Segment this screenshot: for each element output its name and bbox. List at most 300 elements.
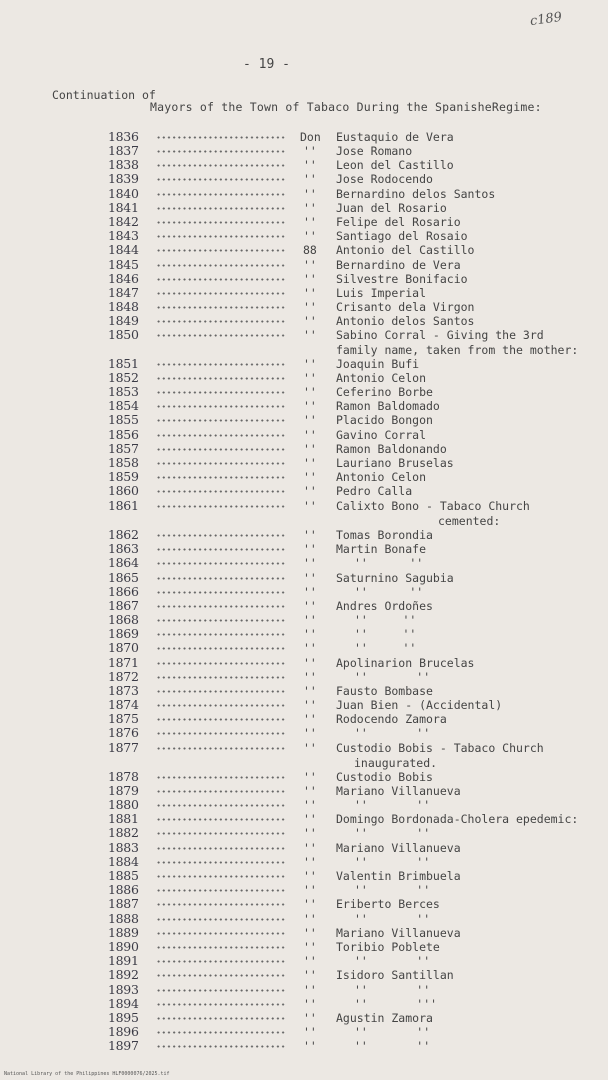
- title-cell: '': [303, 272, 317, 286]
- dot-leader: [156, 235, 286, 238]
- dot-leader: [156, 946, 286, 949]
- title-cell: '': [303, 144, 317, 158]
- year-cell: 1896: [108, 1024, 139, 1039]
- title-cell: '': [303, 229, 317, 243]
- table-row: [0, 357, 608, 371]
- title-cell: '': [303, 314, 317, 328]
- dot-leader: [156, 178, 286, 181]
- title-cell: '': [303, 883, 317, 897]
- year-cell: 1885: [108, 868, 139, 883]
- dot-leader: [156, 605, 286, 608]
- table-row: [0, 997, 608, 1011]
- ditto-marks: '' '': [354, 556, 424, 570]
- table-row: [0, 215, 608, 229]
- mayor-name: Crisanto dela Virgon: [336, 300, 475, 314]
- table-row: [0, 201, 608, 215]
- mayor-name: Luis Imperial: [336, 286, 427, 300]
- mayor-name: Eustaquio de Vera: [336, 130, 454, 144]
- year-cell: 1867: [108, 598, 139, 613]
- table-row: [0, 413, 608, 427]
- title-cell: '': [303, 926, 317, 940]
- mayor-name: Lauriano Bruselas: [336, 456, 454, 470]
- mayor-name: Calixto Bono - Tabaco Church: [336, 499, 530, 513]
- table-row: [0, 869, 608, 883]
- year-cell: 1837: [108, 143, 139, 158]
- title-cell: '': [303, 741, 317, 755]
- table-row: [0, 243, 608, 257]
- year-cell: 1874: [108, 697, 139, 712]
- ditto-marks: '' '': [354, 613, 417, 627]
- dot-leader: [156, 221, 286, 224]
- title-cell: '': [303, 656, 317, 670]
- title-cell: '': [303, 300, 317, 314]
- dot-leader: [156, 747, 286, 750]
- dot-leader: [156, 960, 286, 963]
- table-row: [0, 897, 608, 911]
- title-cell: '': [303, 670, 317, 684]
- mayor-name: Fausto Bombase: [336, 684, 433, 698]
- mayor-name: Antonio delos Santos: [336, 314, 475, 328]
- year-cell: 1883: [108, 840, 139, 855]
- title-cell: '': [303, 855, 317, 869]
- title-cell: 88: [303, 243, 317, 257]
- table-row: [0, 456, 608, 470]
- title-cell: '': [303, 812, 317, 826]
- mayor-name: Felipe del Rosario: [336, 215, 461, 229]
- table-row: [0, 826, 608, 840]
- table-row: [0, 556, 608, 570]
- dot-leader: [156, 633, 286, 636]
- table-row: [0, 912, 608, 926]
- mayor-name: Rodocendo Zamora: [336, 712, 447, 726]
- dot-leader: [156, 490, 286, 493]
- year-cell: 1872: [108, 669, 139, 684]
- mayor-name: Juan del Rosario: [336, 201, 447, 215]
- year-cell: 1858: [108, 455, 139, 470]
- dot-leader: [156, 278, 286, 281]
- mayor-name: Jose Romano: [336, 144, 413, 158]
- ditto-marks: '' '': [354, 627, 417, 641]
- table-row: [0, 528, 608, 542]
- dot-leader: [156, 249, 286, 252]
- title-cell: '': [303, 712, 317, 726]
- title-cell: '': [303, 599, 317, 613]
- mayor-name: Mariano Villanueva: [336, 784, 461, 798]
- dot-leader: [156, 1045, 286, 1048]
- table-row: [0, 968, 608, 982]
- title-cell: '': [303, 158, 317, 172]
- table-row: [0, 926, 608, 940]
- year-cell: 1861: [108, 498, 139, 513]
- year-cell: 1875: [108, 711, 139, 726]
- year-cell: 1847: [108, 285, 139, 300]
- title-cell: '': [303, 841, 317, 855]
- title-cell: '': [303, 201, 317, 215]
- mayor-name: Antonio Celon: [336, 371, 427, 385]
- title-cell: '': [303, 770, 317, 784]
- title-cell: '': [303, 784, 317, 798]
- title-cell: '': [303, 684, 317, 698]
- title-cell: '': [303, 983, 317, 997]
- handwritten-page-note: c189: [529, 9, 563, 30]
- dot-leader: [156, 462, 286, 465]
- title-cell: '': [303, 357, 317, 371]
- dot-leader: [156, 832, 286, 835]
- mayor-name: Mariano Villanueva: [336, 841, 461, 855]
- title-cell: '': [303, 456, 317, 470]
- heading-continuation: Continuation of: [52, 88, 156, 102]
- table-row: [0, 571, 608, 585]
- dot-leader: [156, 476, 286, 479]
- table-row: [0, 385, 608, 399]
- table-row: [0, 442, 608, 456]
- table-row: [0, 841, 608, 855]
- dot-leader: [156, 164, 286, 167]
- table-row: [0, 599, 608, 613]
- title-cell: '': [303, 954, 317, 968]
- dot-leader: [156, 207, 286, 210]
- year-cell: 1868: [108, 612, 139, 627]
- year-cell: 1884: [108, 854, 139, 869]
- table-row: [0, 712, 608, 726]
- dot-leader: [156, 264, 286, 267]
- table-row: [0, 613, 608, 627]
- year-cell: 1871: [108, 655, 139, 670]
- dot-leader: [156, 292, 286, 295]
- dot-leader: [156, 419, 286, 422]
- mayor-name: Gavino Corral: [336, 428, 427, 442]
- year-cell: 1863: [108, 541, 139, 556]
- mayor-name: Domingo Bordonada-Cholera epedemic:: [336, 812, 579, 826]
- ditto-marks: '' '': [354, 1039, 431, 1053]
- year-cell: 1894: [108, 996, 139, 1011]
- year-cell: 1840: [108, 186, 139, 201]
- dot-leader: [156, 334, 286, 337]
- title-cell: '': [303, 371, 317, 385]
- table-row: [0, 172, 608, 186]
- mayor-name: Ramon Baldomado: [336, 399, 440, 413]
- year-cell: 1839: [108, 171, 139, 186]
- title-cell: '': [303, 399, 317, 413]
- table-row: [0, 1025, 608, 1039]
- dot-leader: [156, 974, 286, 977]
- table-row: [0, 812, 608, 826]
- year-cell: 1860: [108, 483, 139, 498]
- title-cell: '': [303, 912, 317, 926]
- year-cell: 1849: [108, 313, 139, 328]
- mayor-name: Leon del Castillo: [336, 158, 454, 172]
- dot-leader: [156, 193, 286, 196]
- table-row: [0, 940, 608, 954]
- dot-leader: [156, 690, 286, 693]
- dot-leader: [156, 1031, 286, 1034]
- mayor-name: Antonio Celon: [336, 470, 427, 484]
- title-cell: '': [303, 997, 317, 1011]
- table-row: [0, 798, 608, 812]
- name-continuation: inaugurated.: [354, 756, 438, 770]
- mayor-name: Eriberto Berces: [336, 897, 440, 911]
- dot-leader: [156, 548, 286, 551]
- dot-leader: [156, 662, 286, 665]
- table-row: [0, 428, 608, 442]
- year-cell: 1870: [108, 640, 139, 655]
- mayor-name: Santiago del Rosaio: [336, 229, 468, 243]
- year-cell: 1869: [108, 626, 139, 641]
- mayor-name: Bernardino delos Santos: [336, 187, 496, 201]
- year-cell: 1864: [108, 555, 139, 570]
- dot-leader: [156, 790, 286, 793]
- title-cell: '': [303, 258, 317, 272]
- dot-leader: [156, 320, 286, 323]
- table-row: [0, 272, 608, 286]
- scan-footer: National Library of the Philippines HLF0000076/2025.tif: [4, 1071, 170, 1077]
- dot-leader: [156, 875, 286, 878]
- year-cell: 1843: [108, 228, 139, 243]
- table-row: [0, 498, 608, 528]
- year-cell: 1845: [108, 257, 139, 272]
- year-cell: 1859: [108, 469, 139, 484]
- year-cell: 1857: [108, 441, 139, 456]
- title-cell: '': [303, 385, 317, 399]
- title-cell: Don: [300, 130, 321, 144]
- dot-leader: [156, 889, 286, 892]
- table-row: [0, 670, 608, 684]
- title-cell: '': [303, 286, 317, 300]
- year-cell: 1886: [108, 882, 139, 897]
- title-cell: '': [303, 897, 317, 911]
- year-cell: 1876: [108, 725, 139, 740]
- table-row: [0, 229, 608, 243]
- mayor-name: Silvestre Bonifacio: [336, 272, 468, 286]
- table-row: [0, 954, 608, 968]
- dot-leader: [156, 847, 286, 850]
- title-cell: '': [303, 1039, 317, 1053]
- title-cell: '': [303, 1025, 317, 1039]
- ditto-marks: '' '': [354, 983, 431, 997]
- mayor-name: Ramon Baldonando: [336, 442, 447, 456]
- name-continuation: family name, taken from the mother:: [336, 343, 579, 357]
- table-row: [0, 258, 608, 272]
- year-cell: 1866: [108, 584, 139, 599]
- page-number: - 19 -: [243, 57, 290, 72]
- table-row: [0, 144, 608, 158]
- year-cell: 1881: [108, 811, 139, 826]
- mayor-name: Toribio Poblete: [336, 940, 440, 954]
- table-row: [0, 698, 608, 712]
- dot-leader: [156, 776, 286, 779]
- mayor-name: Isidoro Santillan: [336, 968, 454, 982]
- year-cell: 1853: [108, 384, 139, 399]
- ditto-marks: '' '': [354, 726, 431, 740]
- table-row: [0, 399, 608, 413]
- year-cell: 1897: [108, 1038, 139, 1053]
- mayor-name: Mariano Villanueva: [336, 926, 461, 940]
- dot-leader: [156, 647, 286, 650]
- ditto-marks: '' '': [354, 855, 431, 869]
- year-cell: 1862: [108, 527, 139, 542]
- ditto-marks: '' '': [354, 1025, 431, 1039]
- dot-leader: [156, 861, 286, 864]
- ditto-marks: '' '': [354, 826, 431, 840]
- title-cell: '': [303, 698, 317, 712]
- table-row: [0, 158, 608, 172]
- table-row: [0, 300, 608, 314]
- year-cell: 1892: [108, 967, 139, 982]
- dot-leader: [156, 534, 286, 537]
- ditto-marks: '' '': [354, 585, 424, 599]
- dot-leader: [156, 448, 286, 451]
- dot-leader: [156, 562, 286, 565]
- title-cell: '': [303, 470, 317, 484]
- mayor-name: Joaquin Bufi: [336, 357, 420, 371]
- ditto-marks: '' '': [354, 912, 431, 926]
- title-cell: '': [303, 627, 317, 641]
- year-cell: 1842: [108, 214, 139, 229]
- mayor-name: Placido Bongon: [336, 413, 433, 427]
- table-row: [0, 371, 608, 385]
- dot-leader: [156, 932, 286, 935]
- table-row: [0, 983, 608, 997]
- year-cell: 1880: [108, 797, 139, 812]
- mayor-name: Saturnino Sagubia: [336, 571, 454, 585]
- table-row: [0, 327, 608, 357]
- year-cell: 1882: [108, 825, 139, 840]
- dot-leader: [156, 150, 286, 153]
- year-cell: 1889: [108, 925, 139, 940]
- dot-leader: [156, 676, 286, 679]
- year-cell: 1865: [108, 570, 139, 585]
- mayor-name: Tomas Borondia: [336, 528, 433, 542]
- mayor-name: Custodio Bobis: [336, 770, 433, 784]
- title-cell: '': [303, 542, 317, 556]
- dot-leader: [156, 577, 286, 580]
- dot-leader: [156, 1003, 286, 1006]
- dot-leader: [156, 136, 286, 139]
- mayor-name: Sabino Corral - Giving the 3rd: [336, 328, 544, 342]
- ditto-marks: '' '': [354, 670, 431, 684]
- title-cell: '': [303, 641, 317, 655]
- title-cell: '': [303, 172, 317, 186]
- table-row: [0, 883, 608, 897]
- table-row: [0, 656, 608, 670]
- table-row: [0, 286, 608, 300]
- dot-leader: [156, 405, 286, 408]
- year-cell: 1855: [108, 412, 139, 427]
- mayor-name: Martin Bonafe: [336, 542, 427, 556]
- year-cell: 1895: [108, 1010, 139, 1025]
- year-cell: 1841: [108, 200, 139, 215]
- title-cell: '': [303, 798, 317, 812]
- dot-leader: [156, 591, 286, 594]
- title-cell: '': [303, 187, 317, 201]
- ditto-marks: '' ''': [354, 997, 438, 1011]
- title-cell: '': [303, 442, 317, 456]
- year-cell: 1888: [108, 911, 139, 926]
- table-row: [0, 585, 608, 599]
- dot-leader: [156, 505, 286, 508]
- year-cell: 1873: [108, 683, 139, 698]
- dot-leader: [156, 377, 286, 380]
- mayor-name: Apolinarion Brucelas: [336, 656, 475, 670]
- year-cell: 1852: [108, 370, 139, 385]
- year-cell: 1879: [108, 783, 139, 798]
- dot-leader: [156, 903, 286, 906]
- dot-leader: [156, 391, 286, 394]
- mayor-name: Antonio del Castillo: [336, 243, 475, 257]
- dot-leader: [156, 718, 286, 721]
- year-cell: 1891: [108, 953, 139, 968]
- ditto-marks: '' '': [354, 883, 431, 897]
- name-continuation: cemented:: [438, 514, 501, 528]
- dot-leader: [156, 434, 286, 437]
- dot-leader: [156, 818, 286, 821]
- heading-title: Mayors of the Town of Tabaco During the SpanisheRegime:: [150, 100, 542, 114]
- table-row: [0, 130, 608, 144]
- table-row: [0, 1011, 608, 1025]
- title-cell: '': [303, 215, 317, 229]
- dot-leader: [156, 306, 286, 309]
- mayor-name: Ceferino Borbe: [336, 385, 433, 399]
- dot-leader: [156, 989, 286, 992]
- year-cell: 1844: [108, 242, 139, 257]
- title-cell: '': [303, 613, 317, 627]
- title-cell: '': [303, 585, 317, 599]
- dot-leader: [156, 619, 286, 622]
- dot-leader: [156, 1017, 286, 1020]
- year-cell: 1878: [108, 769, 139, 784]
- mayor-name: Valentin Brimbuela: [336, 869, 461, 883]
- ditto-marks: '' '': [354, 798, 431, 812]
- title-cell: '': [303, 940, 317, 954]
- table-row: [0, 855, 608, 869]
- mayor-name: Jose Rodocendo: [336, 172, 433, 186]
- title-cell: '': [303, 726, 317, 740]
- title-cell: '': [303, 571, 317, 585]
- table-row: [0, 684, 608, 698]
- year-cell: 1854: [108, 398, 139, 413]
- title-cell: '': [303, 328, 317, 342]
- dot-leader: [156, 732, 286, 735]
- table-row: [0, 542, 608, 556]
- year-cell: 1851: [108, 356, 139, 371]
- title-cell: '': [303, 968, 317, 982]
- year-cell: 1850: [108, 327, 139, 342]
- title-cell: '': [303, 499, 317, 513]
- year-cell: 1846: [108, 271, 139, 286]
- title-cell: '': [303, 1011, 317, 1025]
- year-cell: 1893: [108, 982, 139, 997]
- table-row: [0, 470, 608, 484]
- title-cell: '': [303, 484, 317, 498]
- ditto-marks: '' '': [354, 641, 417, 655]
- year-cell: 1838: [108, 157, 139, 172]
- mayor-name: Pedro Calla: [336, 484, 413, 498]
- dot-leader: [156, 704, 286, 707]
- title-cell: '': [303, 413, 317, 427]
- table-row: [0, 187, 608, 201]
- table-row: [0, 314, 608, 328]
- title-cell: '': [303, 528, 317, 542]
- ditto-marks: '' '': [354, 954, 431, 968]
- table-row: [0, 740, 608, 770]
- year-cell: 1836: [108, 129, 139, 144]
- table-row: [0, 1039, 608, 1053]
- dot-leader: [156, 918, 286, 921]
- title-cell: '': [303, 428, 317, 442]
- title-cell: '': [303, 556, 317, 570]
- table-row: [0, 627, 608, 641]
- table-row: [0, 770, 608, 784]
